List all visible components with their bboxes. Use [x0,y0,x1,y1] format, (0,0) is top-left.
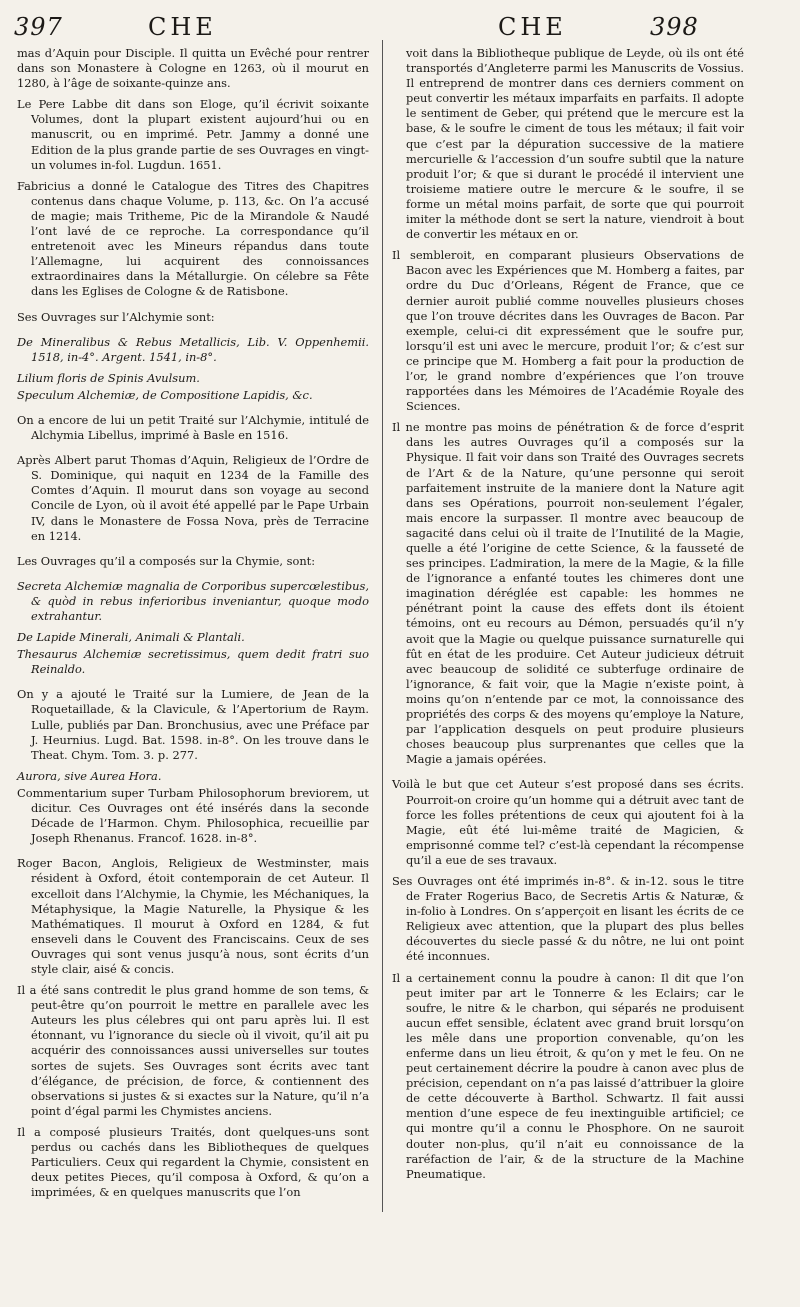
page-number-left: 397 [14,13,63,41]
paragraph: Roger Bacon, Anglois, Religieux de Westminster, mais résident à Oxford, étoit contemporain de cet Auteur. Il excelloit dans l’Alchymie, la Chymie, les Méchaniques, la Métaphysique, la Magie Naturelle, la Physique & les Mathématiques. Il mourut à Oxford en 1284, & fut enseveli dans le Couvent des Franciscains. Ceux de ses Ouvrages qui sont venus jusqu’à nous, sont écrits d’un style clair, aisé & concis. [17,856,369,976]
running-head-right: CHE [498,13,567,41]
bibliography-item: De Mineralibus & Rebus Metallicis, Lib. V. Oppenhemii. 1518, in-4°. Argent. 1541, in-8°. [17,334,369,364]
paragraph: Il a certainement connu la poudre à canon: Il dit que l’on peut imiter par art le Tonnerre & les Eclairs; car le soufre, le nitre & le charbon, qui séparés ne produisent aucun effet sensible, éclatent avec grand bruit lorsqu’on les mêle dans une proportion convenable, qu’on les enferme dans un lieu étroit, & qu’on y met le feu. On ne peut certainement décrire la poudre à canon avec plus de précision, cependant on n’a pas laissé d’attribuer la gloire de cette découverte à Barthol. Schwartz. Il fait aussi mention d’une espece de feu inextinguible artificiel; ce qui montre qu’il a connu le Phosphore. On ne sauroit douter non-plus, qu’il n’ait eu connoissance de la raréfaction de l’air, & de la structure de la Machine Pneumatique. [392,970,744,1181]
bibliography-item: Aurora, sive Aurea Hora. [17,768,162,783]
paragraph: Ses Ouvrages ont été imprimés in-8°. & in-12. sous le titre de Frater Rogerius Baco, de Secretis Artis & Naturæ, & in-folio à Londres. On s’apperçoit en lisant les écrits de ce Religieux avec attention, que la plupart des plus belles découvertes du siecle passé & du nôtre, ne lui ont point été inconnues. [392,873,744,964]
paragraph: mas d’Aquin pour Disciple. Il quitta un Evêché pour rentrer dans son Monastere à Cologne en 1263, où il mourut en 1280, à l’âge de soixante-quinze ans. [17,46,369,91]
paragraph: Il a été sans contredit le plus grand homme de son tems, & peut-être qu’on pourroit le mettre en parallele avec les Auteurs les plus célebres qui ont paru après lui. Il est étonnant, vu l’ignorance du siecle où il vivoit, qu’il ait pu acquérir des connoissances aussi universelles sur toutes sortes de sujets. Ses Ouvrages sont écrits avec tant d’élégance, de précision, de force, & contiennent des observations si justes & si exactes sur la Nature, qu’il n’a point d’égal parmi les Chymistes anciens. [17,983,369,1118]
bibliography-item: De Lapide Minerali, Animali & Plantali. [17,630,245,645]
paragraph: Il a composé plusieurs Traités, dont quelques-uns sont perdus ou cachés dans les Bibliotheques de quelques Particuliers. Ceux qui regardent la Chymie, consistent en deux petites Pieces, qu’il composa à Oxford, & qu’on a imprimées, & en quelques manuscrits que l’on [17,1124,369,1200]
paragraph: Il sembleroit, en comparant plusieurs Observations de Bacon avec les Expériences que M. Homberg a faites, par ordre du Duc d’Orleans, Régent de France, que ce dernier auroit publié comme nouvelles plusieurs choses que l’on trouve décrites dans les Ouvrages de Bacon. Par exemple, celui-ci dit expressément que le soufre pur, lorsqu’il est uni avec le mercure, produit l’or; & c’est sur ce principe que M. Homberg a fait pour la production de l’or, le grand nombre d’expériences que l’on trouve rapportées dans les Mémoires de l’Académie Royale des Sciences. [392,248,744,414]
paragraph: Ses Ouvrages sur l’Alchymie sont: [17,309,215,324]
paragraph: voit dans la Bibliotheque publique de Leyde, où ils ont été transportés d’Angleterre parmi les Manuscrits de Vossius. Il entreprend de montrer dans ces derniers comment on peut convertir les métaux imparfaits en parfaits. Il adopte le sentiment de Geber, qui prétend que le mercure est la base, & le soufre le ciment de tous les métaux; il fait voir que c’est par la dépuration successive de la matiere mercurielle & l’accession d’un soufre subtil que la nature produit l’or; & que si durant le procédé il intervient une troisieme matiere outre le mercure & le soufre, il se forme un métal moins parfait, de sorte que qui pourroit imiter la méthode dont se sert la nature, viendroit à bout de convertir les métaux en or. [406,46,744,242]
paragraph: Voilà le but que cet Auteur s’est proposé dans ses écrits. Pourroit-on croire qu’un homme qui a détruit avec tant de force les folles prétentions de ceux qui ajoutent foi à la Magie, eût été lui-même traité de Magicien, & emprisonné comme tel? c’est-là cependant la récompense qu’il a eue de ses travaux. [392,777,744,867]
paragraph: On y a ajouté le Traité sur la Lumiere, de Jean de la Roquetaillade, & la Clavicule, & l’Apertorium de Raym. Lulle, publiés par Dan. Bronchusius, avec une Préface par J. Heurnius. Lugd. Bat. 1598. in-8°. On les trouve dans le Theat. Chym. Tom. 3. p. 277. [17,687,369,762]
paragraph: Les Ouvrages qu’il a composés sur la Chymie, sont: [17,553,316,568]
running-head-left: CHE [148,13,217,41]
bibliography-item: Secreta Alchemiæ magnalia de Corporibus supercœlestibus, & quòd in rebus inferioribus inveniantur, quoque modo extrahantur. [17,578,369,623]
bibliography-item: Thesaurus Alchemiæ secretissimus, quem dedit fratri suo Reinaldo. [17,647,369,677]
right-column [392,46,744,1188]
page-number-right: 398 [650,13,699,41]
paragraph: Après Albert parut Thomas d’Aquin, Religieux de l’Ordre de S. Dominique, qui naquit en 1234 de la Famille des Comtes d’Aquin. Il mourut dans son voyage au second Concile de Lyon, où il avoit été appellé par le Pape Urbain IV, dans le Monastere de Fossa Nova, près de Terracine en 1214. [17,453,369,543]
paragraph: Il ne montre pas moins de pénétration & de force d’esprit dans les autres Ouvrages qu’il a composés sur la Physique. Il fait voir dans son Traité des Ouvrages secrets de l’Art & de la Nature, qu’une personne qui seroit parfaitement instruite de la maniere dont la Nature agit dans ses Opérations, pourroit non-seulement l’égaler, mais encore la surpasser. Il montre avec beaucoup de sagacité dans celui où il traite de l’Inutilité de la Magie, quelle a été l’origine de cette Science, & la fausseté de ses principes. L’admiration, la mere de la Magie, & la fille de l’ignorance a enfanté toutes les chimeres dont une imagination déréglée est capable: les hommes ne pénétrant point la cause des effets dont ils étoient témoins, ont eu recours au Démon, persuadés qu’il n’y avoit que la Magie ou quelque puissance surnaturelle qui fût en état de les produire. Cet Auteur judicieux détruit avec beaucoup de solidité ce subterfuge ordinaire de l’ignorance, & fait voir, que la Magie n’existe point, à moins qu’on n’entende par ce mot, la connoissance des propriétés des corps & des moyens qu’employe la Nature, par l’application desquels on peut produire plusieurs choses beaucoup plus surprenantes que celles que la Magie a jamais opérées. [392,420,744,767]
paragraph: Le Pere Labbe dit dans son Eloge, qu’il écrivit soixante Volumes, dont la plupart existent aujourd’hui ou en manuscrit, ou en imprimé. Petr. Jammy a donné une Edition de la plus grande partie de ses Ouvrages en vingt-un volumes in-fol. Lugdun. 1651. [17,97,369,172]
paragraph: Fabricius a donné le Catalogue des Titres des Chapitres contenus dans chaque Volume, p. 113, &c. On l’a accusé de magie; mais Tritheme, Pic de la Mirandole & Naudé l’ont lavé de ce reproche. La correspondance qu’il entretenoit avec les Mineurs répandus dans toute l’Allemagne, lui acquirent des connoissances extraordinaires dans la Métallurgie. On célebre sa Fête dans les Eglises de Cologne & de Ratisbone. [17,178,369,299]
left-column [17,46,369,1206]
bibliography-item: Speculum Alchemiæ, de Compositione Lapidis, &c. [17,387,313,402]
column-divider [382,40,383,1212]
paragraph: On a encore de lui un petit Traité sur l’Alchymie, intitulé de Alchymia Libellus, imprimé à Basle en 1516. [17,412,369,443]
bibliography-item: Lilium floris de Spinis Avulsum. [17,370,200,385]
bibliography-item: Commentarium super Turbam Philosophorum breviorem, ut dicitur. Ces Ouvrages ont été insérés dans la seconde Décade de l’Harmon. Chym. Philosophica, recueillie par Joseph Rhenanus. Francof. 1628. in-8°. [17,785,369,846]
